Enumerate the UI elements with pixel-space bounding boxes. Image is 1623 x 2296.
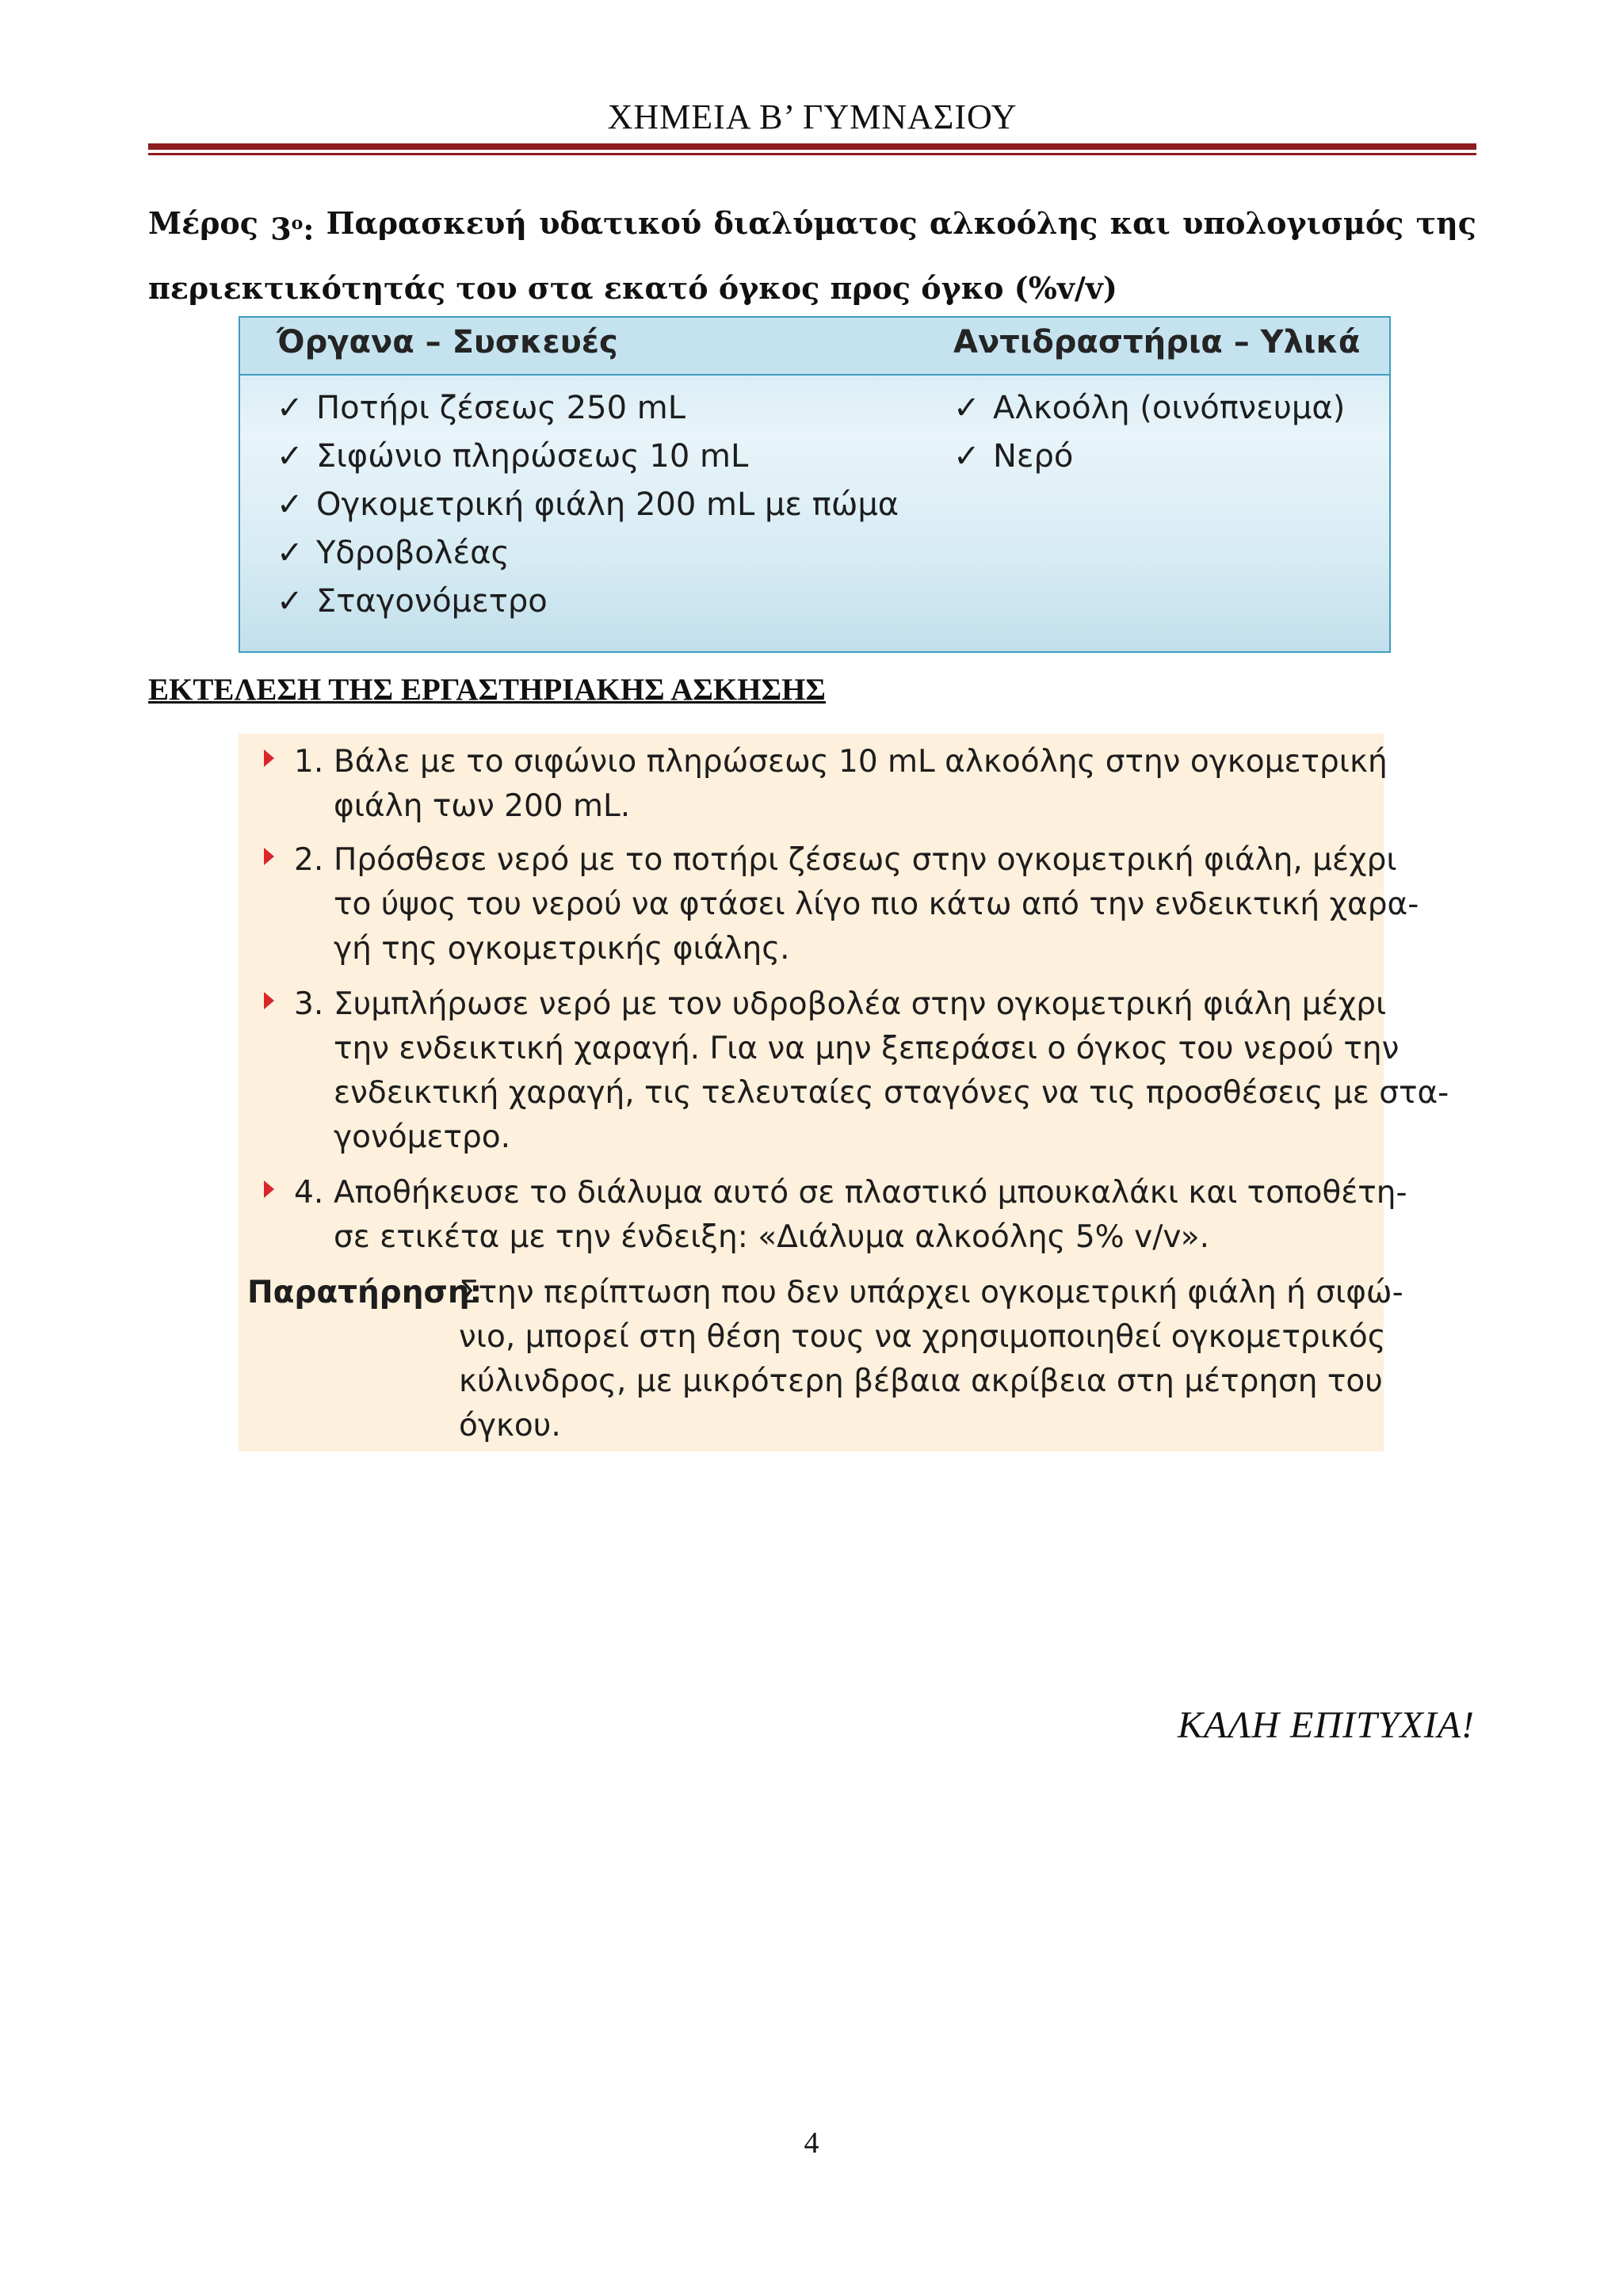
section-title: [148, 194, 1476, 318]
check-icon: ✓: [277, 390, 304, 426]
title-word: διαλύματος: [713, 205, 918, 241]
title-word: και: [1109, 205, 1170, 241]
arrow-icon: [264, 749, 274, 767]
check-icon: ✓: [277, 583, 304, 620]
reagents-list: [953, 384, 1345, 481]
step-number: 3.: [294, 986, 324, 1022]
title-word: $3^o$:: [270, 211, 315, 247]
procedure-box: [239, 734, 1449, 1451]
step-text: Βάλε με το σιφώνιο πληρώσεως 10 mL αλκοόλης στην ογκομετρική φιάλη των 200 mL.: [334, 744, 1388, 824]
section-title-line-2: περιεκτικότητάς του στα εκατό όγκος προς όγκο (%v/v): [148, 269, 1117, 306]
instrument-item: ✓ Σιφώνιο πληρώσεως 10 mL: [277, 433, 899, 481]
header-rule-thick: [148, 143, 1476, 150]
step-number: 2.: [294, 842, 324, 878]
check-icon: ✓: [277, 486, 304, 523]
step-number: 4.: [294, 1175, 324, 1211]
equipment-box: [239, 316, 1391, 653]
check-icon: ✓: [953, 390, 980, 426]
reagents-heading: Αντιδραστήρια – Υλικά: [953, 324, 1361, 360]
check-icon: ✓: [277, 535, 304, 571]
step-text: Πρόσθεσε νερό με το ποτήρι ζέσεως στην ογκομετρική φιάλη, μέχρι το ύψος του νερού να φτάσει λίγο πιο κάτω από την ενδεικτική χαρα- γή της ογκομετρικής φιάλης.: [334, 842, 1419, 967]
page-number: 4: [804, 2126, 819, 2160]
title-word: υδατικού: [539, 205, 702, 241]
closing-message: ΚΑΛΗ ΕΠΙΤΥΧΙΑ!: [1178, 1704, 1475, 1746]
title-word: υπολογισμός: [1182, 205, 1404, 241]
instrument-item: ✓ Υδροβολέας: [277, 529, 899, 578]
arrow-icon: [264, 848, 274, 865]
step-text: Συμπλήρωσε νερό με τον υδροβολέα στην ογκομετρική φιάλη μέχρι την ενδεικτική χαραγή. Για να μην ξεπεράσει ο όγκος του νερού την ενδεικτική χαραγή, τις τελευταίες σταγόνες να τις προσθέσεις με στα- γονόμετρο.: [334, 986, 1449, 1155]
reagent-item: ✓ Νερό: [953, 433, 1345, 481]
note-label: Παρατήρηση:: [247, 1275, 483, 1310]
title-word: αλκοόλης: [929, 205, 1098, 241]
equipment-header: [240, 318, 1389, 376]
arrow-icon: [264, 1180, 274, 1198]
note-text: Στην περίπτωση που δεν υπάρχει ογκομετρική φιάλη ή σιφώ- νιο, μπορεί στη θέση τους να χρησιμοποιηθεί ογκομετρικός κύλινδρος, με μικρότερη βέβαια ακρίβεια στη μέτρηση του όγκου.: [459, 1275, 1403, 1444]
instrument-item: ✓ Ογκομετρική φιάλη 200 mL με πώμα: [277, 481, 899, 529]
reagent-item: ✓ Αλκοόλη (οινόπνευμα): [953, 384, 1345, 433]
instruments-heading: Όργανα – Συσκευές: [277, 324, 618, 360]
title-word: Παρασκευή: [326, 205, 527, 241]
instruments-list: [277, 384, 899, 626]
page-header-title: ΧΗΜΕΙΑ Β’ ΓΥΜΝΑΣΙΟΥ: [607, 97, 1018, 136]
check-icon: ✓: [277, 438, 304, 475]
arrow-icon: [264, 992, 274, 1009]
instrument-item: ✓ Ποτήρι ζέσεως 250 mL: [277, 384, 899, 433]
check-icon: ✓: [953, 438, 980, 475]
step-text: Αποθήκευσε το διάλυμα αυτό σε πλαστικό μπουκαλάκι και τοποθέτη- σε ετικέτα με την ένδειξη: «Διάλυμα αλκοόλης 5% v/v».: [334, 1175, 1407, 1255]
instrument-item: ✓ Σταγονόμετρο: [277, 578, 899, 626]
section-title-line-1: [148, 194, 1476, 259]
step-number: 1.: [294, 744, 324, 780]
title-word: Μέρος: [148, 205, 258, 241]
execution-title: ΕΚΤΕΛΕΣΗ ΤΗΣ ΕΡΓΑΣΤΗΡΙΑΚΗΣ ΑΣΚΗΣΗΣ: [148, 673, 826, 707]
header-rule-thin: [148, 153, 1476, 155]
title-word: της: [1415, 205, 1476, 241]
